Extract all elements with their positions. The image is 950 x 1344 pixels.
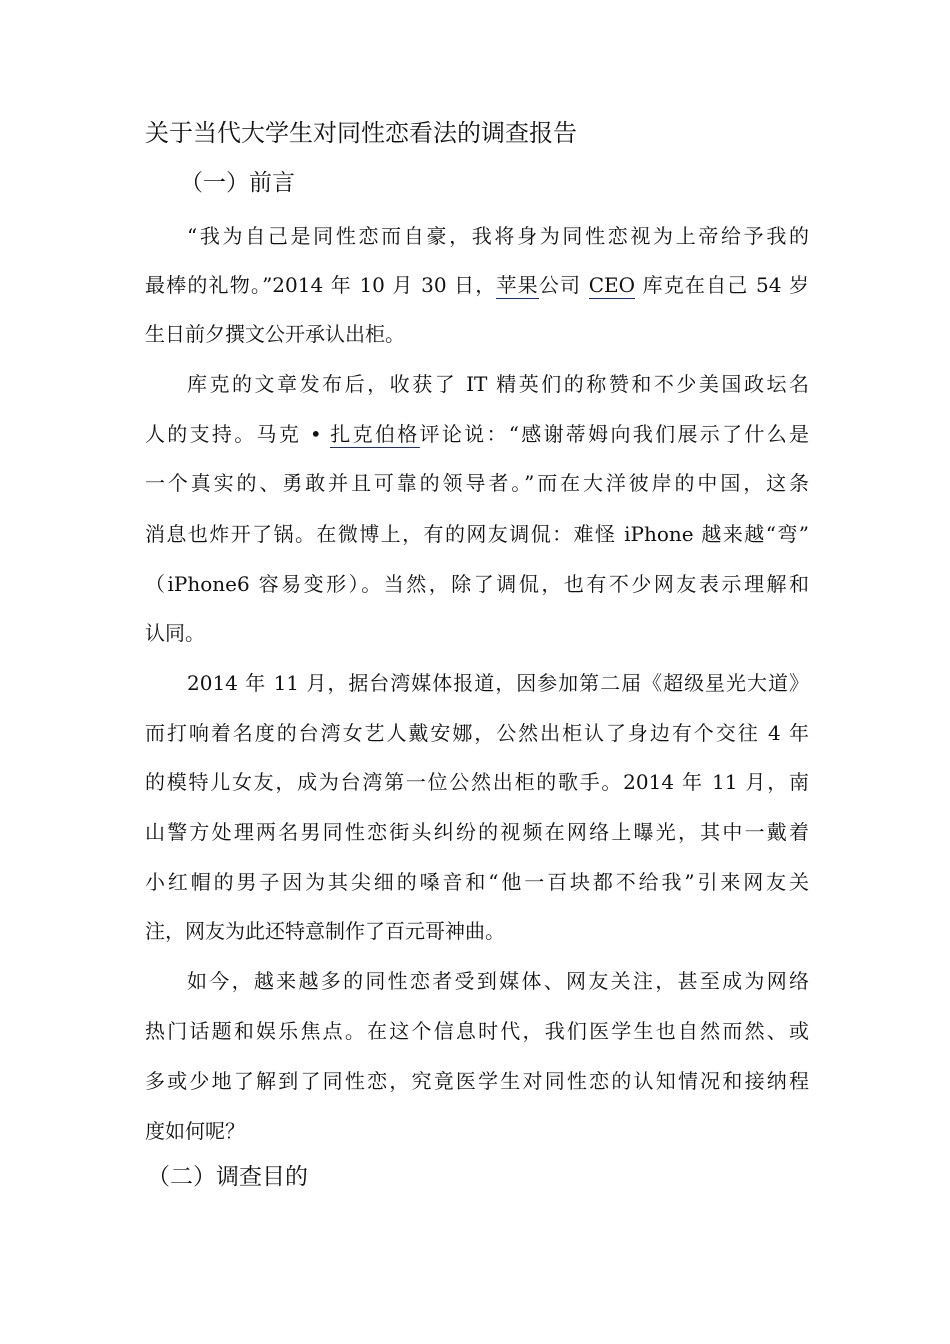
- text-fragment: 评论说：“感谢蒂姆向我们展示了什么是: [419, 422, 809, 446]
- paragraph-line: 认同。: [145, 621, 205, 645]
- text-fragment: 最棒的礼物。”2014 年 10 月 30 日，: [145, 273, 497, 297]
- paragraph-line: [145, 268, 809, 302]
- paragraph-line: 度如何呢？: [145, 1119, 245, 1143]
- paragraph-line: 小红帽的男子因为其尖细的嗓音和“他一百块都不给我”引来网友关: [145, 870, 809, 894]
- text-fragment: 公司: [538, 273, 589, 297]
- text-fragment: 人的支持。马克 •: [145, 422, 331, 446]
- paragraph-line: [145, 417, 809, 451]
- paragraph-line: 山警方处理两名男同性恋街头纠纷的视频在网络上曝光，其中一戴着: [145, 820, 809, 844]
- document-title: 关于当代大学生对同性恋看法的调查报告: [145, 119, 577, 147]
- apple-link[interactable]: 苹果: [496, 273, 539, 297]
- zuckerberg-link[interactable]: 扎克伯格: [330, 422, 420, 446]
- paragraph-line: 2014 年 11 月，据台湾媒体报道，因参加第二届《超级星光大道》: [187, 671, 809, 695]
- paragraph-line: 生日前夕撰文公开承认出柜。: [145, 322, 405, 346]
- paragraph-line: 一个真实的、勇敢并且可靠的领导者。”而在大洋彼岸的中国，这条: [145, 471, 809, 495]
- paragraph-line: 的模特儿女友，成为台湾第一位公然出柜的歌手。2014 年 11 月，南: [145, 770, 809, 794]
- paragraph-line: 热门话题和娱乐焦点。在这个信息时代，我们医学生也自然而然、或: [145, 1019, 809, 1043]
- paragraph-line: 消息也炸开了锅。在微博上，有的网友调侃：难怪 iPhone 越来越“弯”: [145, 522, 809, 546]
- section-heading-purpose: （二）调查目的: [147, 1164, 308, 1190]
- paragraph-line: 而打响着名度的台湾女艺人戴安娜，公然出柜认了身边有个交往 4 年: [145, 721, 809, 745]
- section-heading-preface: （一）前言: [180, 170, 295, 196]
- paragraph-line: （iPhone6 容易变形）。当然，除了调侃，也有不少网友表示理解和: [145, 572, 809, 596]
- paragraph-line: 多或少地了解到了同性恋，究竟医学生对同性恋的认知情况和接纳程: [145, 1069, 809, 1093]
- paragraph-line: 库克的文章发布后，收获了 IT 精英们的称赞和不少美国政坛名: [187, 372, 809, 396]
- paragraph-line: “我为自己是同性恋而自豪，我将身为同性恋视为上帝给予我的: [187, 224, 809, 248]
- text-fragment: 库克在自己 54 岁: [635, 273, 810, 297]
- ceo-link[interactable]: CEO: [588, 273, 636, 297]
- paragraph-line: 如今，越来越多的同性恋者受到媒体、网友关注，甚至成为网络: [187, 969, 809, 993]
- paragraph-line: 注，网友为此还特意制作了百元哥神曲。: [145, 919, 505, 943]
